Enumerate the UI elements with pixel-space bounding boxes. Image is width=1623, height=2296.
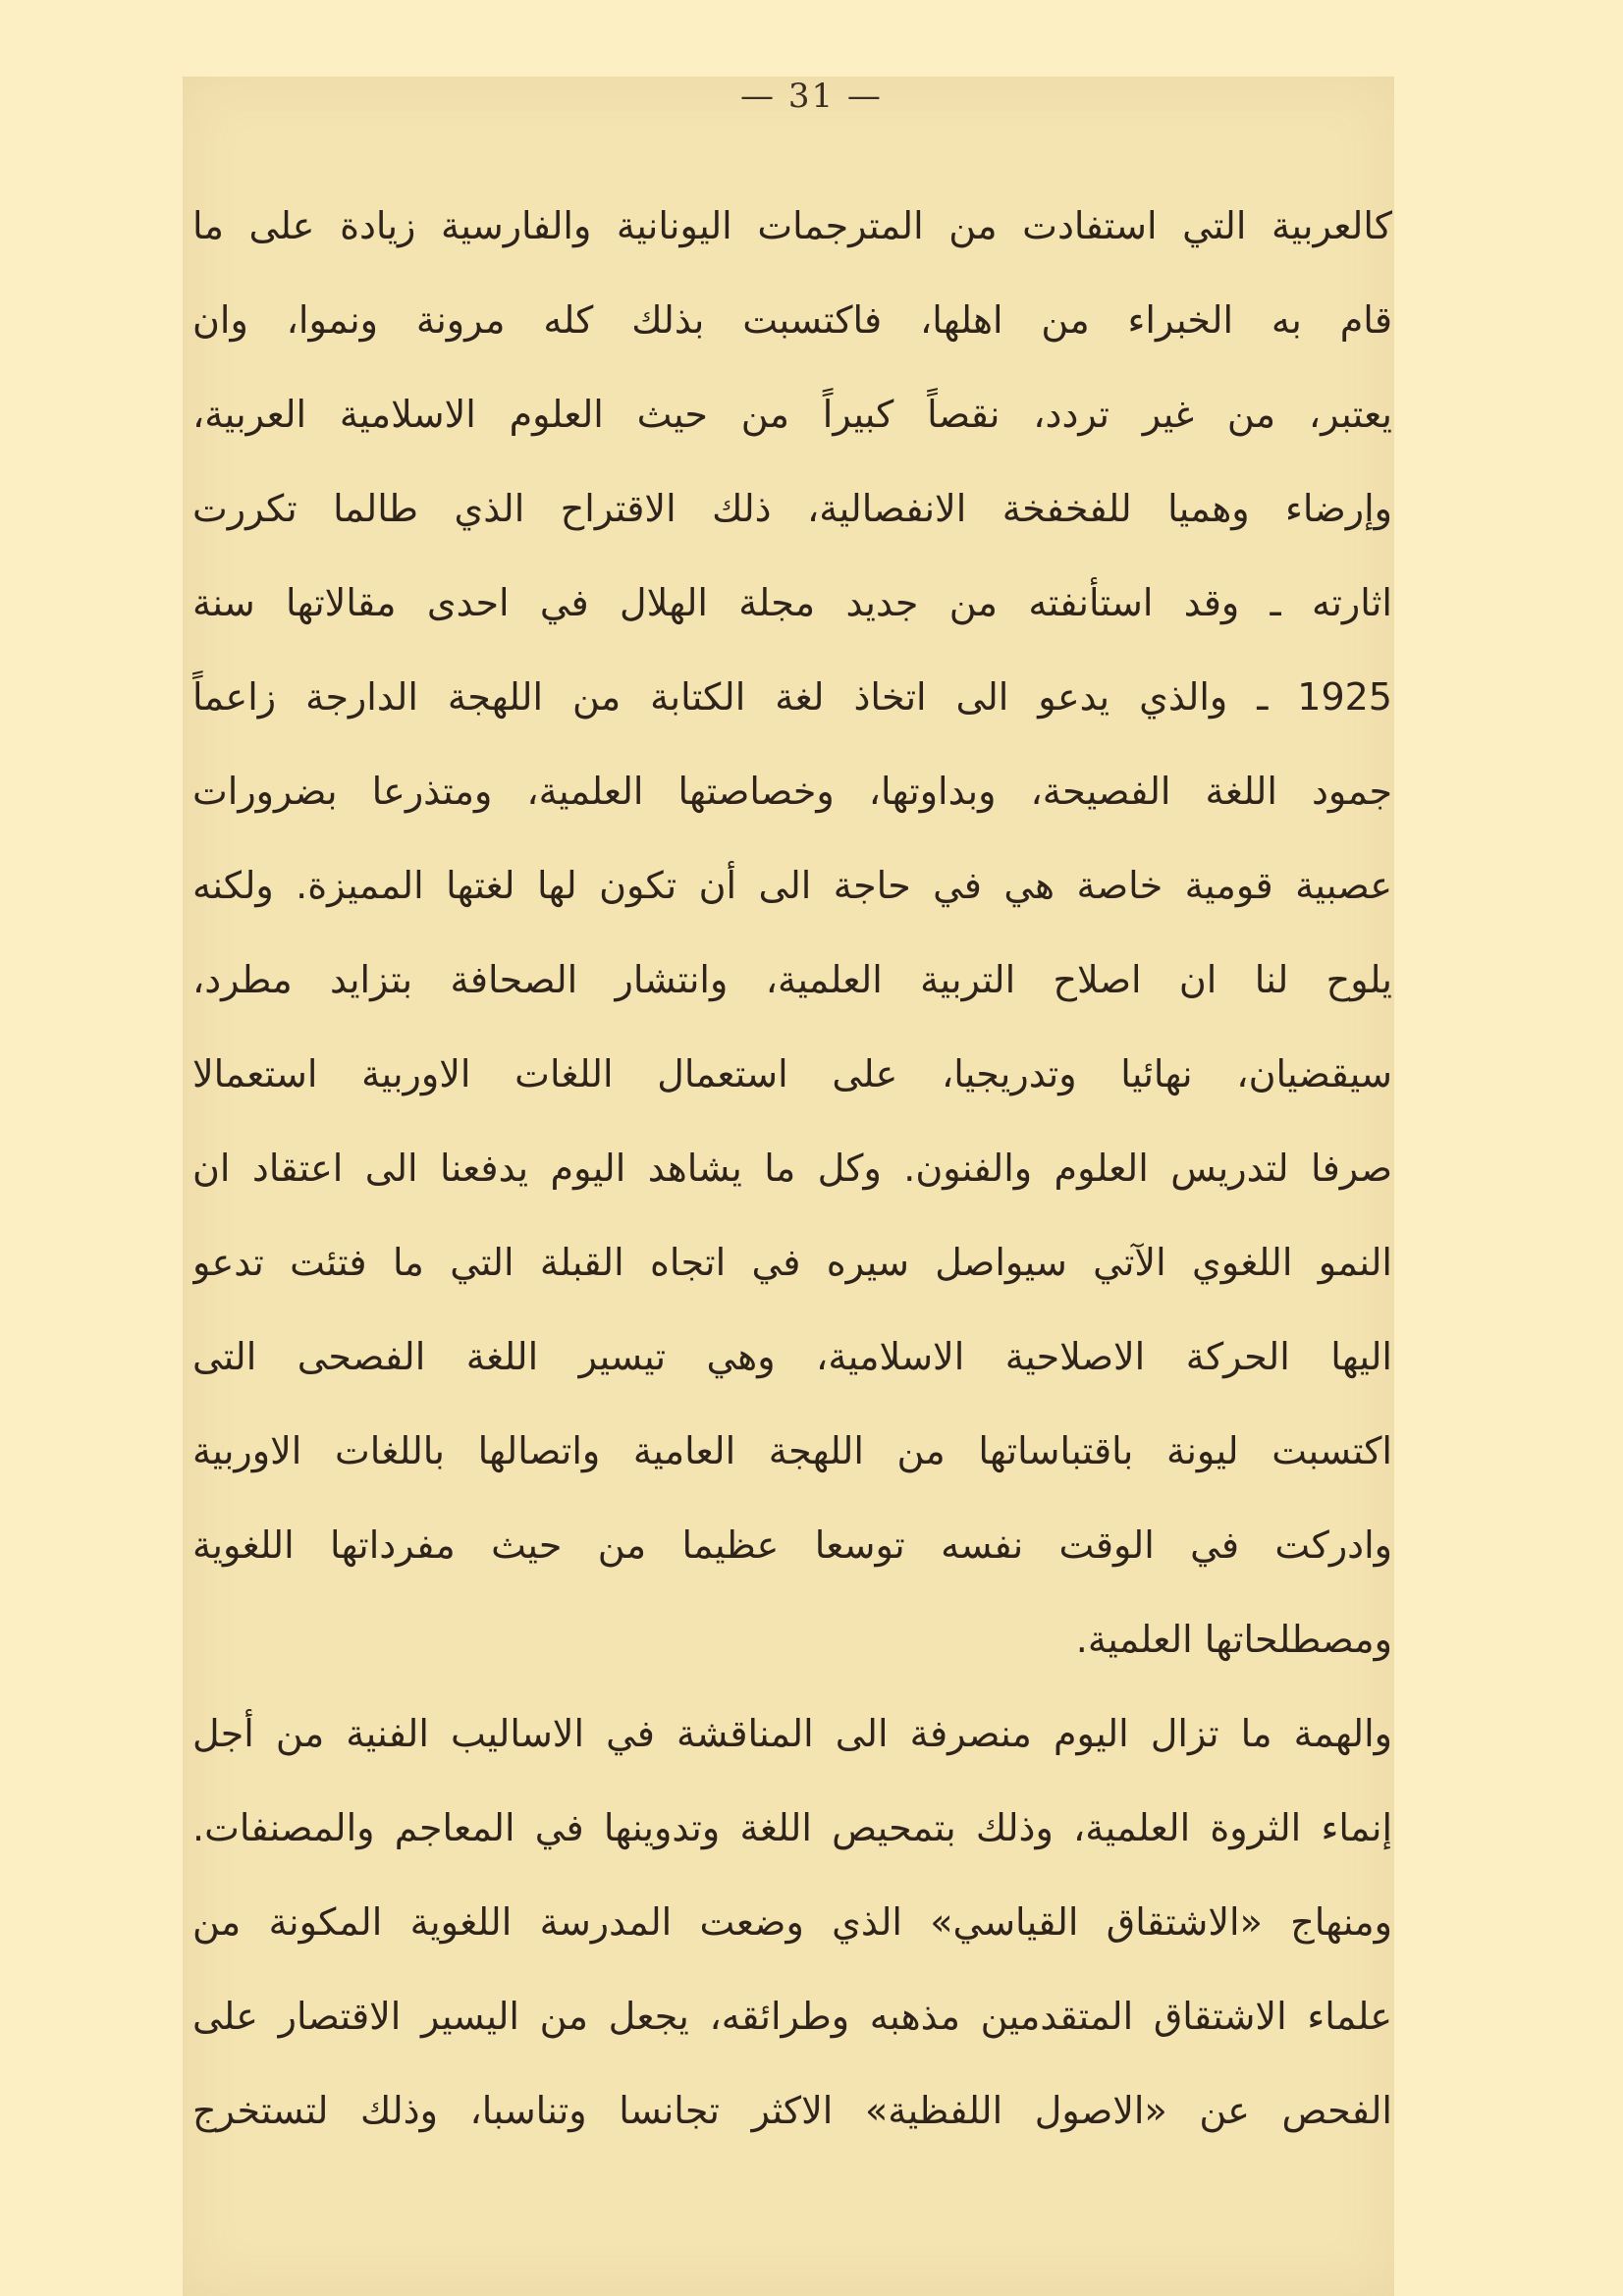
text-line: سيقضيان، نهائيا وتدريجيا، على استعمال اللغات الاوربية استعمالا: [192, 1052, 1392, 1095]
text-line: جمود اللغة الفصيحة، وبداوتها، وخصاصتها العلمية، ومتذرعا بضرورات: [192, 770, 1392, 813]
text-line: قام به الخبراء من اهلها، فاكتسبت بذلك كله مرونة ونموا، وان: [192, 298, 1392, 342]
text-line: وادركت في الوقت نفسه توسعا عظيما من حيث مفرداتها اللغوية: [192, 1523, 1392, 1567]
text-line: اثارته ـ وقد استأنفته من جديد مجلة الهلال في احدى مقالاتها سنة: [192, 581, 1392, 624]
text-line: ومصطلحاتها العلمية.: [1075, 1618, 1392, 1661]
text-line: يعتبر، من غير تردد، نقصاً كبيراً من حيث العلوم الاسلامية العربية،: [192, 393, 1392, 436]
paragraph: [192, 179, 1392, 1686]
text-line: عصبية قومية خاصة هي في حاجة الى أن تكون لها لغتها المميزة. ولكنه: [192, 864, 1392, 907]
body-text: [192, 179, 1392, 2158]
text-line: كالعربية التي استفادت من المترجمات اليونانية والفارسية زيادة على ما: [192, 204, 1392, 247]
text-line: صرفا لتدريس العلوم والفنون. وكل ما يشاهد اليوم يدفعنا الى اعتقاد ان: [192, 1147, 1392, 1190]
text-line: النمو اللغوي الآتي سيواصل سيره في اتجاه القبلة التي ما فتئت تدعو: [192, 1241, 1392, 1284]
paragraph: [192, 1686, 1392, 2158]
text-line: ومنهاج «الاشتقاق القياسي» الذي وضعت المدرسة اللغوية المكونة من: [192, 1900, 1392, 1944]
text-line: وإرضاء وهميا للفخفخة الانفصالية، ذلك الاقتراح الذي طالما تكررت: [192, 487, 1392, 530]
text-line: يلوح لنا ان اصلاح التربية العلمية، وانتشار الصحافة بتزايد مطرد،: [192, 958, 1392, 1001]
text-line: 1925 ـ والذي يدعو الى اتخاذ لغة الكتابة من اللهجة الدارجة زاعماً: [192, 675, 1392, 719]
text-line: إنماء الثروة العلمية، وذلك بتمحيص اللغة وتدوينها في المعاجم والمصنفات.: [192, 1806, 1392, 1849]
text-line: علماء الاشتقاق المتقدمين مذهبه وطرائقه، يجعل من اليسير الاقتصار على: [192, 1995, 1392, 2038]
text-line: الفحص عن «الاصول اللفظية» الاكثر تجانسا وتناسبا، وذلك لتستخرج: [192, 2089, 1392, 2132]
text-line: اليها الحركة الاصلاحية الاسلامية، وهي تيسير اللغة الفصحى التى: [192, 1335, 1392, 1378]
text-line: والهمة ما تزال اليوم منصرفة الى المناقشة في الاساليب الفنية من أجل: [192, 1712, 1392, 1755]
text-line: اكتسبت ليونة باقتباساتها من اللهجة العامية واتصالها باللغات الاوربية: [192, 1429, 1392, 1472]
page-number: — 31 —: [740, 77, 883, 116]
